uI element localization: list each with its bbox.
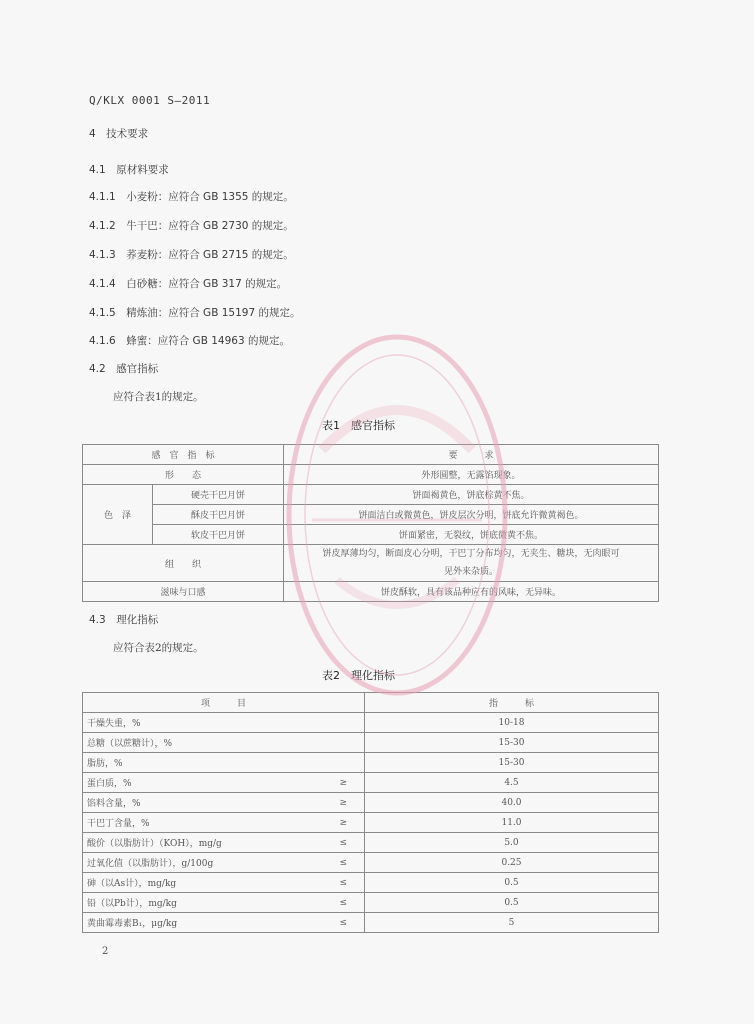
comparison-operator: ≤ [323, 893, 365, 913]
table-row [83, 773, 659, 793]
comparison-operator: ≤ [323, 853, 365, 873]
item-name: 干巴丁含量，% [83, 813, 323, 833]
item-value: 40.0 [365, 793, 659, 813]
color-label: 色 泽 [83, 485, 153, 545]
table1-header-requirement: 要 求 [284, 445, 659, 465]
item-value: 15-30 [365, 753, 659, 773]
tissue-label: 组 织 [83, 545, 284, 582]
item-name: 黄曲霉毒素B₁，μg/kg [83, 913, 323, 933]
page-number: 2 [102, 946, 109, 957]
table-row [83, 833, 659, 853]
color-value: 饼面紧密，无裂纹，饼底微黄不焦。 [284, 525, 659, 545]
item-name: 铅（以Pb计），mg/kg [83, 893, 323, 913]
table2-header-item: 项 目 [83, 693, 365, 713]
raw-material-item: 4.1.1 小麦粉：应符合 GB 1355 的规定。 [89, 191, 294, 203]
comparison-operator: ≤ [323, 833, 365, 853]
raw-material-item: 4.1.6 蜂蜜：应符合 GB 14963 的规定。 [89, 335, 290, 347]
item-value: 15-30 [365, 733, 659, 753]
comparison-operator: ≤ [323, 873, 365, 893]
table-row [83, 913, 659, 933]
table-row [83, 753, 659, 773]
table1-header-indicator: 感 官 指 标 [83, 445, 284, 465]
raw-material-item: 4.1.2 牛干巴：应符合 GB 2730 的规定。 [89, 220, 294, 232]
table-row [83, 873, 659, 893]
item-name: 砷（以As计），mg/kg [83, 873, 323, 893]
table-row [83, 853, 659, 873]
comparison-operator [323, 733, 365, 753]
comparison-operator [323, 713, 365, 733]
form-value: 外形圆整，无露馅现象。 [284, 465, 659, 485]
tissue-value-line: 见外来杂质。 [443, 567, 498, 577]
item-name: 总糖（以蔗糖计），% [83, 733, 323, 753]
table-row [83, 713, 659, 733]
taste-label: 滋味与口感 [83, 582, 284, 602]
section-4-3-text: 应符合表2的规定。 [113, 642, 204, 654]
section-4-2-text: 应符合表1的规定。 [113, 391, 204, 403]
item-value: 10-18 [365, 713, 659, 733]
item-name: 干燥失重，% [83, 713, 323, 733]
form-label: 形 态 [83, 465, 284, 485]
item-value: 0.5 [365, 873, 659, 893]
section-4-1-heading: 4.1 原材料要求 [89, 164, 169, 176]
item-value: 11.0 [365, 813, 659, 833]
raw-material-item: 4.1.4 白砂糖：应符合 GB 317 的规定。 [89, 278, 288, 290]
color-value: 饼面洁白或微黄色，饼皮层次分明，饼底允许微黄褐色。 [284, 505, 659, 525]
comparison-operator: ≥ [323, 773, 365, 793]
item-name: 过氧化值（以脂肪计），g/100g [83, 853, 323, 873]
table2-caption: 表2 理化指标 [322, 669, 395, 682]
item-name: 蛋白质，% [83, 773, 323, 793]
comparison-operator: ≥ [323, 793, 365, 813]
raw-material-item: 4.1.5 精炼油：应符合 GB 15197 的规定。 [89, 307, 301, 319]
raw-material-item: 4.1.3 荞麦粉：应符合 GB 2715 的规定。 [89, 249, 294, 261]
item-value: 5 [365, 913, 659, 933]
item-name: 馅料含量，% [83, 793, 323, 813]
item-value: 0.25 [365, 853, 659, 873]
color-type: 酥皮干巴月饼 [153, 505, 284, 525]
table-row [83, 813, 659, 833]
color-type: 软皮干巴月饼 [153, 525, 284, 545]
table1-caption: 表1 感官指标 [322, 419, 395, 432]
color-value: 饼面褐黄色，饼底棕黄不焦。 [284, 485, 659, 505]
section-4-3-heading: 4.3 理化指标 [89, 614, 159, 626]
comparison-operator [323, 753, 365, 773]
table-row [83, 893, 659, 913]
item-value: 0.5 [365, 893, 659, 913]
table-row [83, 733, 659, 753]
item-value: 5.0 [365, 833, 659, 853]
color-type: 硬壳干巴月饼 [153, 485, 284, 505]
item-name: 酸价（以脂肪计）（KOH），mg/g [83, 833, 323, 853]
tissue-value-line: 饼皮厚薄均匀，断面皮心分明，干巴丁分布均匀，无夹生、糖块，无肉眼可 [322, 549, 620, 559]
physicochemical-table [82, 692, 659, 933]
comparison-operator: ≥ [323, 813, 365, 833]
taste-value: 饼皮酥软，具有该品种应有的风味，无异味。 [284, 582, 659, 602]
standard-code: Q/KLX 0001 S—2011 [89, 94, 211, 107]
section-4-heading: 4 技术要求 [89, 128, 149, 140]
table-row [83, 793, 659, 813]
comparison-operator: ≤ [323, 913, 365, 933]
section-4-2-heading: 4.2 感官指标 [89, 363, 159, 375]
item-name: 脂肪，% [83, 753, 323, 773]
table2-header-indicator: 指 标 [365, 693, 659, 713]
item-value: 4.5 [365, 773, 659, 793]
official-stamp [282, 330, 512, 700]
